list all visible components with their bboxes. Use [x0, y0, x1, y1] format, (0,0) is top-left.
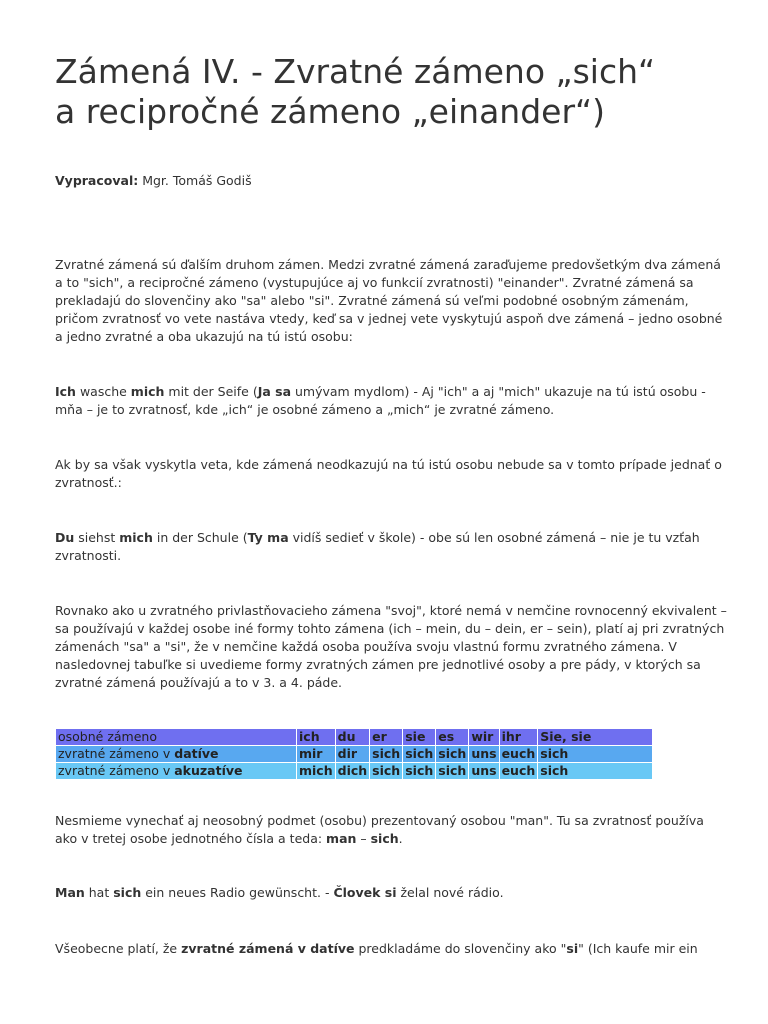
intro-line: Zvratné zámená sú ďalším druhom zámen. Medzi zvratné zámená zaraďujeme predovšetkým dva zámená	[55, 257, 721, 272]
table-cell: euch	[501, 763, 536, 778]
row-label-bold: datíve	[174, 746, 219, 761]
paragraph-bold: si	[566, 941, 579, 956]
example-text: in der Schule (	[152, 530, 248, 545]
table-cell: sich	[538, 746, 652, 762]
paragraph-bold: man	[326, 831, 357, 846]
row-label-text: zvratné zámeno v	[58, 746, 175, 761]
paragraph-line: zvratnosť.:	[55, 475, 122, 490]
paragraph-bold: sich	[370, 831, 399, 846]
paragraph-3	[55, 602, 727, 692]
author-line	[55, 172, 715, 190]
table-cell: du	[336, 729, 370, 745]
intro-line: a to "sich", a recipročné zámeno (vystupujúce aj vo funkcií zvratnosti) "einander". Zvratné zámená sa	[55, 275, 694, 290]
example-text: umývam mydlom) - Aj "ich" a aj "mich" ukazuje na tú istú osobu -	[291, 384, 706, 399]
example-text: želal nové rádio.	[396, 885, 504, 900]
paragraph-line: zámenách "sa" a "si", že v nemčine každá osoba používa svoju vlastnú formu zvratného zámena. V	[55, 639, 677, 654]
example-text: ein neues Radio gewünscht. -	[141, 885, 334, 900]
intro-line: a jedno zvratné a oba ukazujú na tú istú osobu:	[55, 329, 353, 344]
example-2	[55, 529, 715, 565]
table-cell: sich	[538, 763, 652, 779]
table-row	[56, 763, 652, 779]
table-cell: wir	[469, 729, 498, 745]
page-title	[55, 52, 745, 132]
table-cell: uns	[471, 746, 497, 761]
example-1-line-1	[55, 383, 715, 401]
example-text: vidíš sedieť v škole) - obe sú len osobné zámená – nie je tu vzťah	[288, 530, 700, 545]
example-1	[55, 383, 715, 419]
table-cell: er	[370, 729, 402, 745]
table-cell: sich	[405, 763, 434, 778]
title-line-2: a recipročné zámeno „einander“)	[55, 92, 605, 131]
intro-paragraph	[55, 256, 723, 346]
example-text: hat	[84, 885, 114, 900]
paragraph-text: " (Ich kaufe mir ein	[578, 941, 698, 956]
paragraph-text: predkladáme do slovenčiny ako "	[354, 941, 567, 956]
table-cell: ihr	[500, 729, 538, 745]
paragraph-text: Všeobecne platí, že	[55, 941, 182, 956]
title-line-1: Zámená IV. - Zvratné zámeno „sich“	[55, 52, 656, 91]
author-name: Mgr. Tomáš Godiš	[138, 173, 252, 188]
table-cell: mich	[299, 763, 333, 778]
example-word: Ja sa	[257, 384, 292, 399]
paragraph-4	[55, 812, 715, 848]
table-row-label	[56, 763, 296, 779]
paragraph-line	[55, 830, 715, 848]
paragraph-text: ako v tretej osobe jednotného čísla a teda:	[55, 831, 327, 846]
table-cell: sich	[372, 746, 401, 761]
table-row	[56, 746, 652, 762]
author-label: Vypracoval:	[55, 173, 139, 188]
example-word: sich	[113, 885, 142, 900]
paragraph-line: Rovnako ako u zvratného privlastňovacieho zámena "svoj", ktoré nemá v nemčine rovnocenný ekvivalent –	[55, 603, 727, 618]
table-cell: sich	[438, 763, 467, 778]
table-cell: sie	[403, 729, 435, 745]
table-cell: es	[436, 729, 468, 745]
example-text: mit der Seife (	[164, 384, 258, 399]
paragraph-line: Nesmieme vynechať aj neosobný podmet (osobu) prezentovaný osobou "man". Tu sa zvratnosť používa	[55, 813, 704, 828]
paragraph-text: –	[356, 831, 371, 846]
table-cell: sich	[372, 763, 401, 778]
paragraph-line: zvratné zámená používajú a to v 3. a 4. páde.	[55, 675, 343, 690]
example-word: Ich	[55, 384, 76, 399]
table-cell: dich	[337, 763, 368, 778]
example-3-line	[55, 884, 715, 902]
table-cell: euch	[501, 746, 536, 761]
row-label-text: osobné zámeno	[58, 729, 157, 744]
example-word: Du	[55, 530, 75, 545]
table-cell: Sie, sie	[538, 729, 652, 745]
example-word: Človek si	[333, 885, 397, 900]
example-text: siehst	[74, 530, 120, 545]
example-1-line-2: mňa – je to zvratnosť, kde „ich“ je osobné zámeno a „mich“ je zvratné zámeno.	[55, 402, 555, 417]
example-word: mich	[130, 384, 165, 399]
example-3	[55, 884, 715, 902]
paragraph-text: .	[398, 831, 403, 846]
example-word: mich	[119, 530, 153, 545]
paragraph-line	[55, 940, 715, 958]
paragraph-2	[55, 456, 722, 492]
example-word: Ty ma	[247, 530, 289, 545]
intro-line: prekladajú do slovenčiny ako "sa" alebo "si". Zvratné zámená sú veľmi podobné osobným zámenám,	[55, 293, 689, 308]
intro-line: pričom zvratnosť vo vete nastáva vtedy, keď sa v jednej vete vyskytujú aspoň dve zámená – jedno osobné	[55, 311, 723, 326]
table-row	[56, 729, 652, 745]
row-label-text: zvratné zámeno v	[58, 763, 175, 778]
table-cell: sich	[405, 746, 434, 761]
example-2-line-1	[55, 529, 715, 547]
table-row-label	[56, 746, 296, 762]
paragraph-bold: zvratné zámená v datíve	[181, 941, 355, 956]
paragraph-5	[55, 940, 715, 958]
table-cell: dir	[336, 746, 370, 762]
example-word: Man	[55, 885, 85, 900]
table-cell: mir	[297, 746, 335, 762]
pronoun-table	[55, 728, 653, 780]
paragraph-line: sa používajú v každej osobe iné formy tohto zámena (ich – mein, du – dein, er – sein), platí aj pri zvratných	[55, 621, 725, 636]
row-label-bold: akuzatíve	[174, 763, 243, 778]
paragraph-line: nasledovnej tabuľke si uvedieme formy zvratných zámen pre jednotlivé osoby a pre pády, v ktorých sa	[55, 657, 701, 672]
example-2-line-2: zvratnosti.	[55, 548, 122, 563]
table-cell: uns	[471, 763, 497, 778]
example-text: wasche	[75, 384, 131, 399]
table-cell: ich	[297, 729, 335, 745]
table-cell: sich	[438, 746, 467, 761]
paragraph-line: Ak by sa však vyskytla veta, kde zámená neodkazujú na tú istú osobu nebude sa v tomto prípade jednať o	[55, 457, 722, 472]
table-row-label	[56, 729, 296, 745]
